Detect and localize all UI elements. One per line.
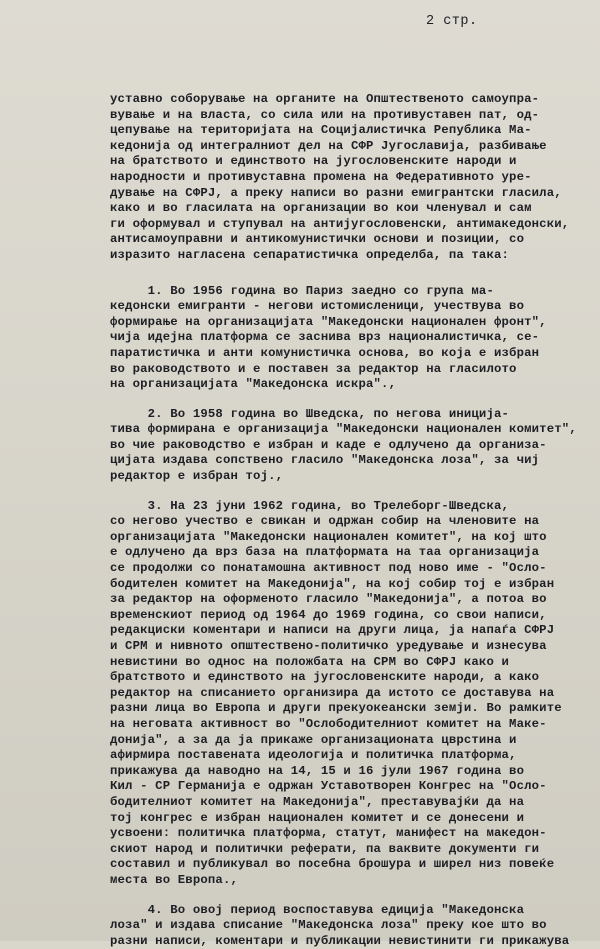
text-line: 3. На 23 јуни 1962 година, во Трелеборг-Шведска, <box>110 499 584 515</box>
text-line: за редактор на оформеното гласило "Македонија", а потоа во <box>110 592 584 608</box>
paragraph-item-1 <box>110 284 584 393</box>
text-line: антисамоуправни и антикомунистички основи и позиции, со <box>110 232 584 248</box>
paragraph-intro <box>110 92 584 264</box>
text-line: како и во гласилата на организации во кои членувал и сам <box>110 201 584 217</box>
text-line: Кил - СР Германија е одржан Уставотворен Конгрес на "Осло- <box>110 779 584 795</box>
text-line: на организацијата "Македонска искра"., <box>110 377 584 393</box>
text-line: донија", а за да ја прикаже организационата цврстина и <box>110 733 584 749</box>
text-line: прикажува да наводно на 14, 15 и 16 јули 1967 година во <box>110 764 584 780</box>
text-line: на неговата активност во "Ослободителниот комитет на Маке- <box>110 717 584 733</box>
text-line: изразито нагласена сепаратистичка определба, па така: <box>110 248 584 264</box>
text-line: организацијата "Македонски национален комитет", на кој што <box>110 530 584 546</box>
text-line: 4. Во овој период воспоставува едиција "Македонска <box>110 903 584 919</box>
paragraph-item-4 <box>110 903 584 949</box>
text-line: разни написи, коментари и публикации невистинити ги прикажува <box>110 934 584 949</box>
text-line: невистини во однос на положбата на СРМ во СФРЈ како и <box>110 655 584 671</box>
text-line: чија идејна платформа се заснива врз националистичка, се- <box>110 330 584 346</box>
text-line: бодителниот комитет на Македонија", преставувајќи да на <box>110 795 584 811</box>
text-line: кедонски емигранти - негови истомисленици, учествува во <box>110 299 584 315</box>
text-line: уставно соборување на органите на Општественото самоупра- <box>110 92 584 108</box>
text-line: разни лица во Европа и други прекуокеански земји. Во рамките <box>110 701 584 717</box>
text-line: составил и публикувал во посебна брошура и ширел низ повеќе <box>110 857 584 873</box>
text-line: во чие раководство е избран и каде е одлучено да организа- <box>110 438 584 454</box>
text-line: временскиот период од 1964 до 1969 година, со свои написи, <box>110 608 584 624</box>
text-line: усвоени: политичка платформа, статут, манифест на македон- <box>110 826 584 842</box>
text-line: е одлучено да врз база на платформата на таа организација <box>110 545 584 561</box>
text-line: лоза" и издава списание "Македонска лоза" преку кое што во <box>110 918 584 934</box>
document-body <box>110 92 584 949</box>
text-line: ги оформувал и ступувал на антијугословенски, антимакедонски, <box>110 217 584 233</box>
text-line: редактор на списанието организира да истото се доставува на <box>110 686 584 702</box>
text-line: места во Европа., <box>110 873 584 889</box>
text-line: формирање на организацијата "Македонски национален фронт", <box>110 315 584 331</box>
text-line: бодителен комитет на Македонија", на кој собир тој е избран <box>110 577 584 593</box>
text-line: се продолжи со понатамошна активност под ново име - "Осло- <box>110 561 584 577</box>
page-number: 2 стр. <box>426 14 478 29</box>
text-line: цијата издава сопствено гласило "Македонска лоза", за чиј <box>110 453 584 469</box>
text-line: кедонија од интегралниот дел на СФР Југославија, разбивање <box>110 139 584 155</box>
text-line: паратистичка и анти комунистичка основа, во која е избран <box>110 346 584 362</box>
text-line: братството и единството на југословенските народи, а како <box>110 670 584 686</box>
text-line: редакциски коментари и написи на други лица, ја напаѓа СФРЈ <box>110 623 584 639</box>
paragraph-item-3 <box>110 499 584 889</box>
text-line: со негово учество е свикан и одржан собир на членовите на <box>110 514 584 530</box>
text-line: тој конгрес е избран национален комитет и се донесени и <box>110 811 584 827</box>
text-line: цепување на територијата на Социјалистичка Република Ма- <box>110 123 584 139</box>
text-line: скиот народ и политички реферати, па ваквите документи ги <box>110 842 584 858</box>
text-line: афирмира поставената идеологија и политичка платформа, <box>110 748 584 764</box>
text-line: 1. Во 1956 година во Париз заедно со група ма- <box>110 284 584 300</box>
text-line: дување на СФРЈ, а преку написи во разни емигрантски гласила, <box>110 186 584 202</box>
paragraph-item-2 <box>110 407 584 485</box>
text-line: во раководството и е поставен за редактор на гласилото <box>110 362 584 378</box>
text-line: тива формирана е организација "Македонски национален комитет", <box>110 422 584 438</box>
text-line: редактор е избран тој., <box>110 469 584 485</box>
text-line: 2. Во 1958 година во Шведска, по негова иниција- <box>110 407 584 423</box>
text-line: и СРМ и нивното општествено-политичко уредување и изнесува <box>110 639 584 655</box>
text-line: народности и противуставна промена на Федеративното уре- <box>110 170 584 186</box>
text-line: вување и на власта, со сила или на противуставен пат, од- <box>110 108 584 124</box>
text-line: на братството и единството на југословенските народи и <box>110 154 584 170</box>
